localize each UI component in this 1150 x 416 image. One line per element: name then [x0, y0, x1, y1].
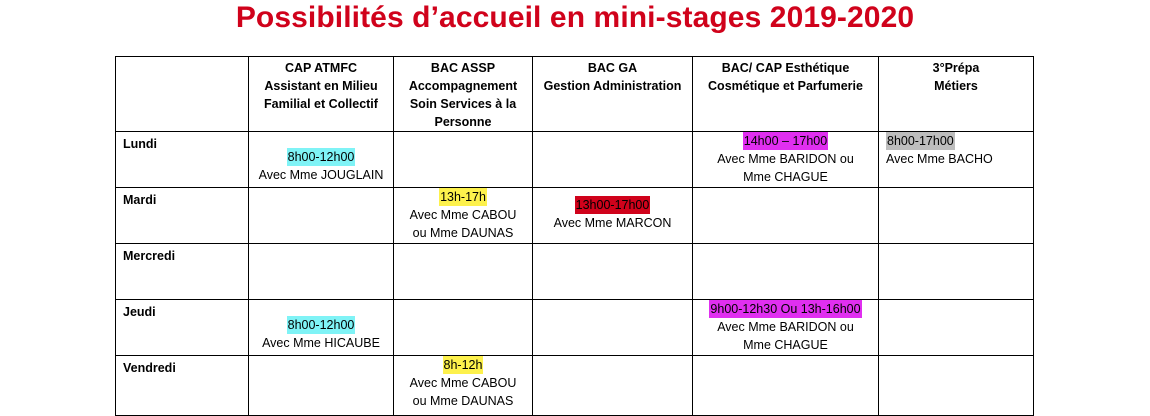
teacher-text: ou Mme DAUNAS: [412, 394, 514, 408]
time-slot: 9h00-12h30 Ou 13h-16h00: [710, 302, 861, 316]
row-mercredi: [116, 244, 1034, 300]
cell-vendredi-assp: [394, 356, 533, 416]
cell-jeudi-ga: [533, 300, 693, 356]
time-slot: 14h00 – 17h00: [743, 134, 828, 148]
cell-mercredi-ga: [533, 244, 693, 300]
teacher-text: Avec Mme JOUGLAIN: [258, 168, 384, 182]
cell-lundi-assp: [394, 132, 533, 188]
row-vendredi: [116, 356, 1034, 416]
day-label-vendredi: Vendredi: [116, 356, 249, 416]
header-line: 3°Prépa: [932, 61, 980, 75]
header-row: [116, 57, 1034, 132]
day-label-jeudi: Jeudi: [116, 300, 249, 356]
internship-schedule-table: [115, 56, 1034, 416]
header-line: Cosmétique et Parfumerie: [708, 79, 863, 93]
corner-cell: [116, 57, 249, 132]
header-esthetique: [693, 57, 879, 132]
row-jeudi: [116, 300, 1034, 356]
header-bac-assp: [394, 57, 533, 132]
teacher-text: Avec Mme CABOU: [409, 376, 517, 390]
header-bac-ga: [533, 57, 693, 132]
teacher-text: Mme CHAGUE: [743, 170, 828, 184]
cell-vendredi-prepa: [879, 356, 1034, 416]
teacher-text: Mme CHAGUE: [743, 338, 828, 352]
cell-jeudi-prepa: [879, 300, 1034, 356]
cell-mercredi-esth: [693, 244, 879, 300]
cell-mardi-ga: [533, 188, 693, 244]
day-label-mardi: Mardi: [116, 188, 249, 244]
cell-lundi-cap: [249, 132, 394, 188]
teacher-text: ou Mme DAUNAS: [412, 226, 514, 240]
cell-jeudi-assp: [394, 300, 533, 356]
teacher-text: Avec Mme BARIDON ou: [717, 320, 854, 334]
cell-mardi-assp: [394, 188, 533, 244]
header-prepa-metiers: [879, 57, 1034, 132]
header-line: Accompagnement: [408, 79, 518, 93]
header-line: Soin Services à la: [409, 97, 517, 111]
teacher-text: Avec Mme BARIDON ou: [717, 152, 854, 166]
time-slot: 8h-12h: [443, 358, 483, 372]
header-line: CAP ATMFC: [285, 61, 357, 75]
cell-lundi-prepa: [879, 132, 1034, 188]
cell-lundi-ga: [533, 132, 693, 188]
teacher-text: Avec Mme CABOU: [409, 208, 517, 222]
cell-lundi-esth: [693, 132, 879, 188]
cell-jeudi-cap: [249, 300, 394, 356]
cell-mardi-cap: [249, 188, 394, 244]
cell-mercredi-prepa: [879, 244, 1034, 300]
header-line: Assistant en Milieu: [264, 79, 378, 93]
header-line: BAC/ CAP Esthétique: [721, 61, 850, 75]
row-lundi: [116, 132, 1034, 188]
header-line: Familial et Collectif: [264, 97, 378, 111]
header-line: BAC ASSP: [430, 61, 496, 75]
time-slot: 8h00-17h00: [887, 134, 954, 148]
header-cap-atmfc: [249, 57, 394, 132]
cell-mercredi-assp: [394, 244, 533, 300]
day-label-lundi: Lundi: [116, 132, 249, 188]
header-line: BAC GA: [587, 61, 638, 75]
header-line: Gestion Administration: [543, 79, 682, 93]
cell-vendredi-esth: [693, 356, 879, 416]
time-slot: 8h00-12h00: [287, 150, 355, 164]
cell-mardi-prepa: [879, 188, 1034, 244]
time-slot: 13h00-17h00: [575, 198, 650, 212]
cell-mardi-esth: [693, 188, 879, 244]
header-line: Personne: [434, 115, 492, 129]
teacher-text: Avec Mme BACHO: [886, 152, 993, 166]
cell-vendredi-ga: [533, 356, 693, 416]
time-slot: 8h00-12h00: [287, 318, 355, 332]
row-mardi: [116, 188, 1034, 244]
cell-jeudi-esth: [693, 300, 879, 356]
teacher-text: Avec Mme MARCON: [553, 216, 672, 230]
teacher-text: Avec Mme HICAUBE: [262, 336, 380, 350]
time-slot: 13h-17h: [440, 190, 486, 204]
page-title: Possibilités d’accueil en mini-stages 2019-2020: [235, 1, 915, 34]
cell-mercredi-cap: [249, 244, 394, 300]
cell-vendredi-cap: [249, 356, 394, 416]
day-label-mercredi: Mercredi: [116, 244, 249, 300]
header-line: Métiers: [934, 79, 978, 93]
